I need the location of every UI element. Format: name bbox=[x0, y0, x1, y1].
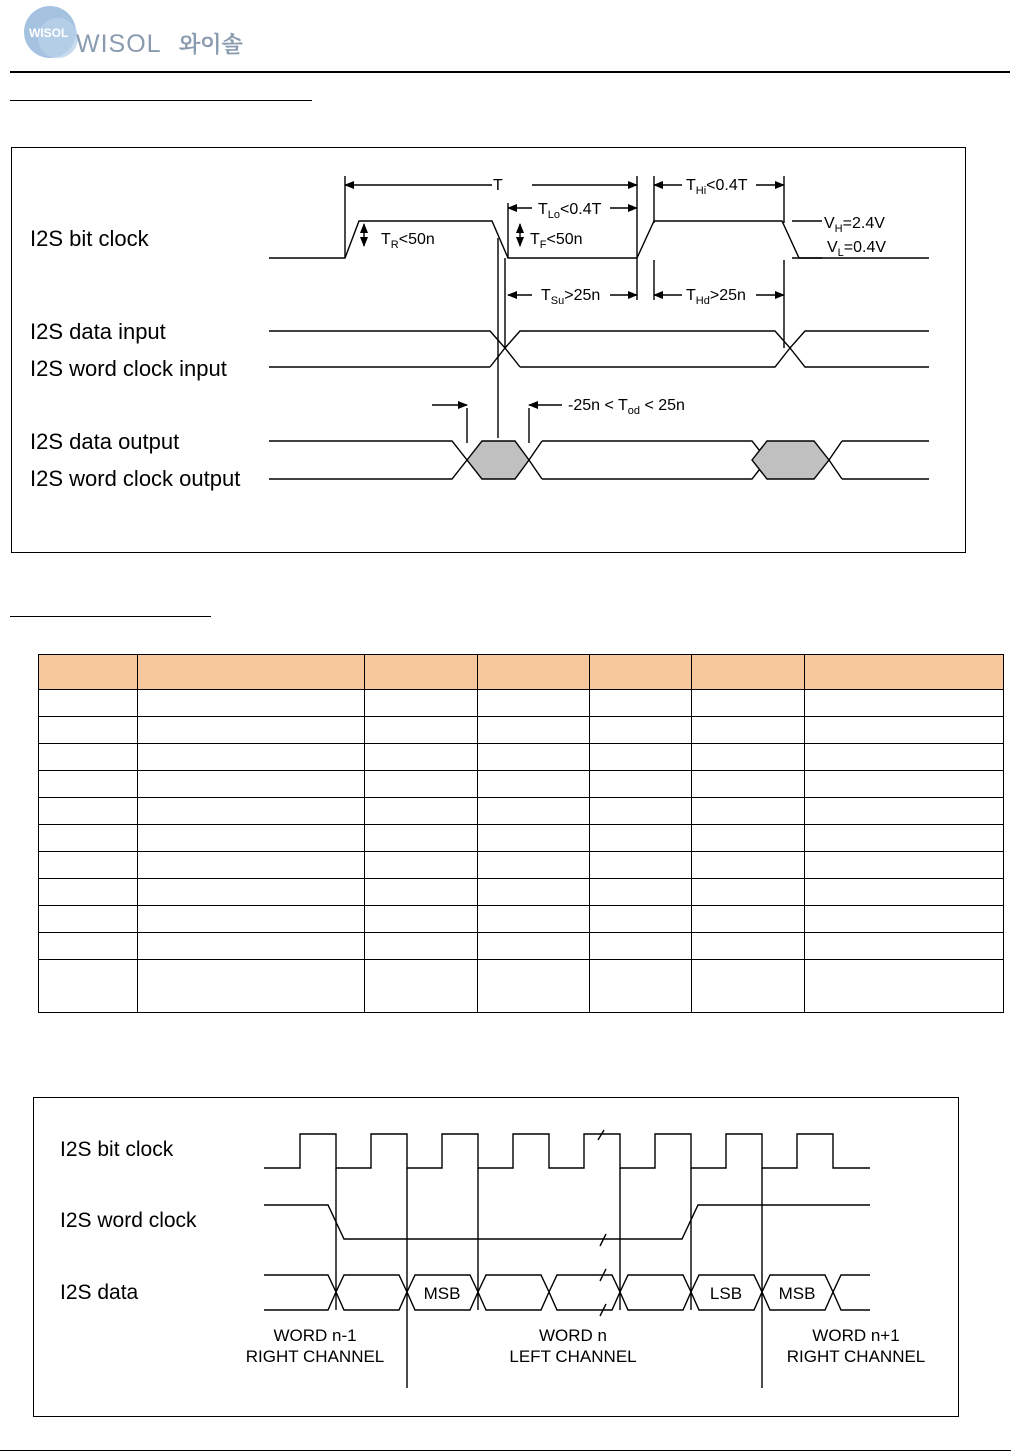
signal-label-word-clock-output: I2S word clock output bbox=[30, 466, 241, 491]
table-cell bbox=[805, 690, 1004, 717]
header-rule bbox=[10, 71, 1010, 73]
table-cell bbox=[805, 960, 1004, 1013]
table-cell bbox=[365, 879, 478, 906]
table-cell bbox=[692, 879, 805, 906]
table-cell bbox=[39, 771, 138, 798]
table-header-cell bbox=[138, 655, 365, 690]
table-cell bbox=[365, 852, 478, 879]
table-cell bbox=[805, 933, 1004, 960]
table-cell bbox=[138, 960, 365, 1013]
table-cell bbox=[692, 933, 805, 960]
frame-waveforms bbox=[34, 1098, 958, 1416]
table-cell bbox=[478, 852, 590, 879]
signal-label-bit-clock: I2S bit clock bbox=[60, 1138, 174, 1161]
table-cell bbox=[692, 852, 805, 879]
word-prev-label: WORD n-1 bbox=[273, 1326, 357, 1345]
table-cell bbox=[805, 798, 1004, 825]
table-cell bbox=[478, 825, 590, 852]
table-cell bbox=[478, 744, 590, 771]
table-cell bbox=[692, 960, 805, 1013]
table-cell bbox=[590, 717, 692, 744]
table-cell bbox=[39, 798, 138, 825]
table-cell bbox=[365, 960, 478, 1013]
svg-text:TR<50n: $T_R<50n$ bbox=[381, 231, 435, 251]
period-label: T bbox=[493, 177, 503, 194]
table-row bbox=[39, 852, 1004, 879]
svg-text:THi<0.4T: $T_{Hi}<0.4T$ bbox=[686, 177, 748, 197]
channel-prev-label: RIGHT CHANNEL bbox=[245, 1347, 385, 1366]
word-clock-wave bbox=[264, 1205, 870, 1239]
signal-label-data: I2S data bbox=[60, 1281, 139, 1304]
table-cell bbox=[39, 960, 138, 1013]
table-cell bbox=[590, 852, 692, 879]
table-cell bbox=[138, 717, 365, 744]
company-logo bbox=[18, 2, 258, 62]
table-row bbox=[39, 933, 1004, 960]
msb-cell-1: MSB bbox=[423, 1284, 461, 1303]
i2s-frame-diagram bbox=[33, 1097, 959, 1417]
signal-label-word-clock: I2S word clock bbox=[60, 1209, 197, 1232]
table-cell bbox=[590, 960, 692, 1013]
table-cell bbox=[692, 690, 805, 717]
i2s-timing-diagram bbox=[11, 147, 966, 553]
table-cell bbox=[805, 906, 1004, 933]
table-cell bbox=[805, 825, 1004, 852]
logo-korean: 와이솔 bbox=[179, 32, 243, 57]
svg-text:-25n < Tod < 25n: $-25n < T_{od} < 25n$ bbox=[568, 397, 685, 417]
table-header-cell bbox=[805, 655, 1004, 690]
table-cell bbox=[478, 771, 590, 798]
table-cell bbox=[138, 771, 365, 798]
table-cell bbox=[805, 744, 1004, 771]
table-cell bbox=[39, 879, 138, 906]
table-row bbox=[39, 906, 1004, 933]
table-cell bbox=[590, 879, 692, 906]
table-cell bbox=[478, 717, 590, 744]
table-cell bbox=[805, 771, 1004, 798]
svg-text:TLo<0.4T: $T_{Lo}<0.4T$ bbox=[538, 201, 602, 221]
output-transition-shade-1 bbox=[467, 441, 529, 479]
table-row bbox=[39, 825, 1004, 852]
table-cell bbox=[590, 906, 692, 933]
table-cell bbox=[692, 798, 805, 825]
table-cell bbox=[138, 744, 365, 771]
timing-spec-table bbox=[38, 654, 1004, 1013]
footer-rule bbox=[0, 1450, 1011, 1451]
table-header-cell bbox=[365, 655, 478, 690]
word-next-label: WORD n+1 bbox=[812, 1326, 900, 1345]
table-row bbox=[39, 717, 1004, 744]
table-row bbox=[39, 744, 1004, 771]
lsb-cell: LSB bbox=[709, 1284, 743, 1303]
table-cell bbox=[365, 798, 478, 825]
table-cell bbox=[138, 933, 365, 960]
table-row bbox=[39, 879, 1004, 906]
table-cell bbox=[478, 960, 590, 1013]
table-row bbox=[39, 690, 1004, 717]
table-header-cell bbox=[478, 655, 590, 690]
msb-cell-2: MSB bbox=[778, 1284, 816, 1303]
table-cell bbox=[365, 906, 478, 933]
signal-label-data-output: I2S data output bbox=[30, 429, 180, 454]
table-cell bbox=[692, 744, 805, 771]
table-header-cell bbox=[39, 655, 138, 690]
table-cell bbox=[590, 744, 692, 771]
table-cell bbox=[138, 690, 365, 717]
table-cell bbox=[365, 771, 478, 798]
table-cell bbox=[478, 879, 590, 906]
table-cell bbox=[478, 690, 590, 717]
table-header-cell bbox=[692, 655, 805, 690]
data-input-wave bbox=[269, 331, 929, 367]
table-cell bbox=[590, 690, 692, 717]
table-cell bbox=[39, 744, 138, 771]
table-row bbox=[39, 771, 1004, 798]
table-cell bbox=[590, 825, 692, 852]
output-transition-shade-2 bbox=[752, 441, 829, 479]
table-cell bbox=[138, 825, 365, 852]
table-cell bbox=[590, 771, 692, 798]
bit-clock-wave bbox=[264, 1134, 870, 1168]
table-cell bbox=[138, 906, 365, 933]
table-cell bbox=[805, 717, 1004, 744]
table-cell bbox=[39, 717, 138, 744]
svg-text:THd>25n: $T_{Hd}>25n$ bbox=[686, 287, 746, 307]
table-cell bbox=[805, 879, 1004, 906]
table-cell bbox=[478, 798, 590, 825]
svg-text:VL=0.4V: $V_L=0.4V$ bbox=[827, 239, 887, 259]
table-cell bbox=[365, 690, 478, 717]
signal-label-data-input: I2S data input bbox=[30, 319, 166, 344]
channel-current-label: LEFT CHANNEL bbox=[509, 1347, 637, 1366]
logo-wordmark: WISOL bbox=[76, 30, 162, 58]
table-cell bbox=[692, 906, 805, 933]
table-cell bbox=[365, 933, 478, 960]
table-cell bbox=[478, 933, 590, 960]
table-cell bbox=[692, 717, 805, 744]
channel-next-label: RIGHT CHANNEL bbox=[786, 1347, 926, 1366]
table-cell bbox=[39, 852, 138, 879]
table-cell bbox=[590, 798, 692, 825]
signal-label-bit-clock: I2S bit clock bbox=[30, 226, 149, 251]
table-cell bbox=[39, 690, 138, 717]
table-cell bbox=[138, 879, 365, 906]
table-row bbox=[39, 960, 1004, 1013]
table-cell bbox=[365, 825, 478, 852]
table-cell bbox=[692, 825, 805, 852]
table-header-cell bbox=[590, 655, 692, 690]
table-cell bbox=[39, 825, 138, 852]
svg-text:VH=2.4V: $V_H=2.4V$ bbox=[824, 215, 885, 235]
table-cell bbox=[365, 717, 478, 744]
word-current-label: WORD n bbox=[539, 1326, 607, 1345]
section-heading-underline bbox=[10, 616, 211, 617]
table-cell bbox=[39, 906, 138, 933]
data-output-wave bbox=[269, 441, 929, 479]
logo-badge-text: WISOL bbox=[29, 26, 69, 40]
svg-text:TF<50n: $T_F<50n$ bbox=[530, 231, 583, 251]
table-cell bbox=[365, 744, 478, 771]
table-row bbox=[39, 798, 1004, 825]
svg-text:TSu>25n: $T_{Su}>25n$ bbox=[541, 287, 601, 307]
table-cell bbox=[39, 933, 138, 960]
section-heading-underline bbox=[10, 100, 312, 101]
table-cell bbox=[478, 906, 590, 933]
table-cell bbox=[805, 852, 1004, 879]
timing-waveforms bbox=[12, 148, 965, 552]
table-cell bbox=[590, 933, 692, 960]
table-cell bbox=[692, 771, 805, 798]
signal-label-word-clock-input: I2S word clock input bbox=[30, 356, 227, 381]
table-cell bbox=[138, 852, 365, 879]
table-cell bbox=[138, 798, 365, 825]
